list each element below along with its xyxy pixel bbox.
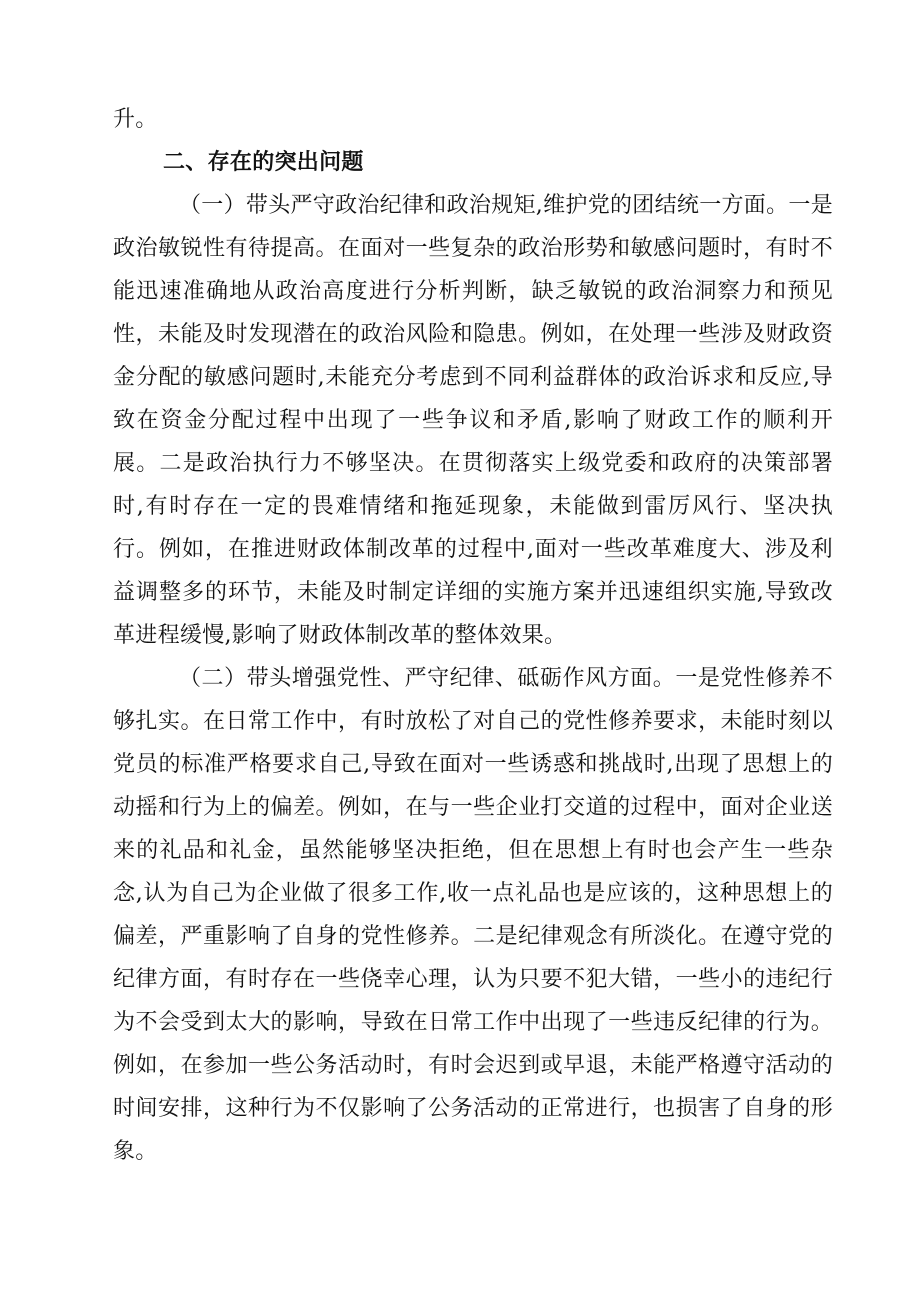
section-heading: 二、存在的突出问题 [163, 150, 364, 175]
document-body [113, 98, 833, 1173]
paragraph-political-discipline: （一）带头严守政治纪律和政治规矩,维护党的团结统一方面。一是政治敏锐性有待提高。在面对一些复杂的政治形势和敏感问题时，有时不能迅速准确地从政治高度进行分析判断，缺乏敏锐的政治洞察力和预见性，未能及时发现潜在的政治风险和隐患。例如，在处理一些涉及财政资金分配的敏感问题时,未能充分考虑到不同利益群体的政治诉求和反应,导致在资金分配过程中出现了一些争议和矛盾,影响了财政工作的顺利开展。二是政治执行力不够坚决。在贯彻落实上级党委和政府的决策部署时,有时存在一定的畏难情绪和拖延现象，未能做到雷厉风行、坚决执行。例如，在推进财政体制改革的过程中,面对一些改革难度大、涉及利益调整多的环节，未能及时制定详细的实施方案并迅速组织实施,导致改革进程缓慢,影响了财政体制改革的整体效果。 [113, 193, 833, 648]
continuation-text: 升。 [113, 107, 158, 132]
paragraph-party-spirit: （二）带头增强党性、严守纪律、砥砺作风方面。一是党性修养不够扎实。在日常工作中，有时放松了对自己的党性修养要求，未能时刻以党员的标准严格要求自己,导致在面对一些诱惑和挑战时,出现了思想上的动摇和行为上的偏差。例如，在与一些企业打交道的过程中，面对企业送来的礼品和礼金，虽然能够坚决拒绝，但在思想上有时也会产生一些杂念,认为自己为企业做了很多工作,收一点礼品也是应该的，这种思想上的偏差，严重影响了自身的党性修养。二是纪律观念有所淡化。在遵守党的纪律方面，有时存在一些侥幸心理，认为只要不犯大错，一些小的违纪行为不会受到太大的影响，导致在日常工作中出现了一些违反纪律的行为。例如，在参加一些公务活动时，有时会迟到或早退，未能严格遵守活动的时间安排，这种行为不仅影响了公务活动的正常进行，也损害了自身的形象。 [113, 666, 833, 1164]
